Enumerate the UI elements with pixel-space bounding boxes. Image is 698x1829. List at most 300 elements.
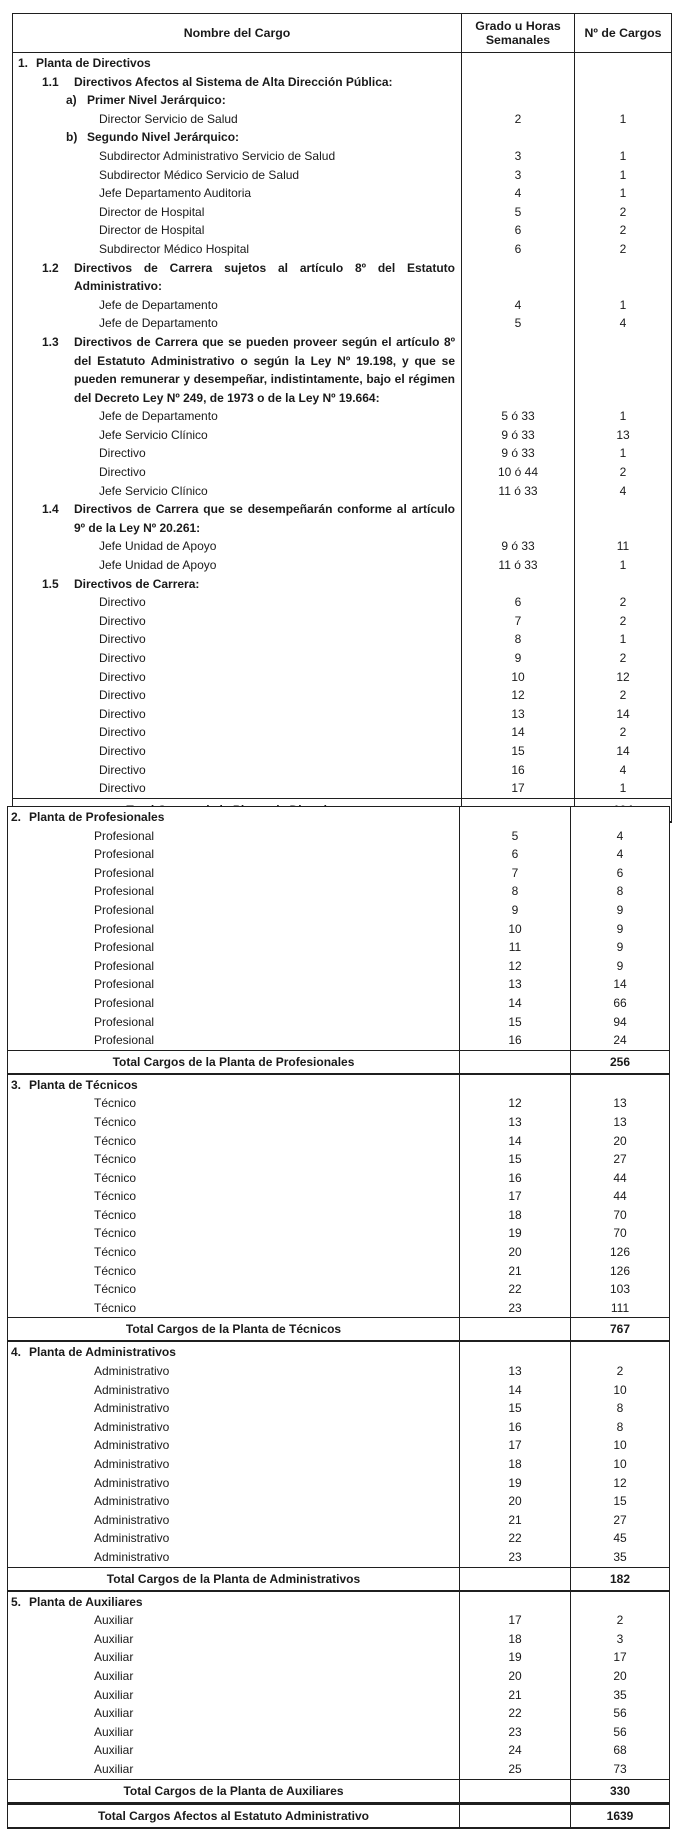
cantidad-cell: 66 [570,994,669,1013]
table-row [13,240,671,259]
cargo-cell: Jefe Departamento Auditoria [99,186,252,201]
table-row [8,1150,669,1169]
cargo-cell [13,333,461,407]
cargo-cell: Directivo [99,743,146,758]
table-row [13,184,671,203]
table-header-row [13,14,671,53]
table-row [13,705,671,724]
cantidad-cell: 1 [574,444,671,463]
table-row [8,1299,669,1318]
section-header-row [8,1075,669,1095]
cargo-cell: Auxiliar [94,1724,134,1739]
table-row [13,296,671,315]
cargo-cell [13,91,461,110]
subsection-title: Directivos de Carrera que se desempeñarán conforme al artículo 9º de la Ley Nº 20.261: [74,502,455,535]
grado-cell: 3 [461,147,574,166]
grado-cell: 14 [461,723,574,742]
subsection-number: 1.4 [42,502,59,517]
subsection-title: Segundo Nivel Jerárquico: [87,130,240,145]
table-row [13,612,671,631]
column-header-grado: Grado u Horas Semanales [461,14,574,52]
grado-cell: 16 [459,1031,570,1050]
cargo-cell: Técnico [94,1207,137,1222]
cantidad-cell [574,128,671,147]
table-row [8,1548,669,1567]
cantidad-cell: 27 [570,1511,669,1530]
cargo-cell: Profesional [94,828,155,843]
cantidad-cell: 45 [570,1529,669,1548]
cargo-cell: Directivo [99,613,146,628]
section-header-row [8,807,669,827]
table-row [8,1169,669,1188]
table-row [8,1455,669,1474]
grado-cell: 13 [461,705,574,724]
grado-cell: 22 [459,1529,570,1548]
cargo-cell: Administrativo [94,1494,170,1509]
cantidad-cell: 15 [570,1492,669,1511]
cantidad-cell: 20 [570,1667,669,1686]
cantidad-cell: 2 [574,723,671,742]
cargo-cell: Profesional [94,1014,155,1029]
grado-cell: 9 ó 33 [461,537,574,556]
grado-cell: 2 [461,110,574,129]
grado-cell: 9 ó 33 [461,426,574,445]
cantidad-cell: 73 [570,1760,669,1779]
subsection-title: Directivos Afectos al Sistema de Alta Dirección Pública: [74,74,393,89]
grado-cell: 13 [459,1362,570,1381]
grado-cell: 20 [459,1243,570,1262]
grado-cell [461,259,574,296]
grado-cell: 9 [459,901,570,920]
cantidad-cell: 12 [570,1474,669,1493]
cargo-cell: Total Cargos de la Planta de Técnicos [125,1322,342,1337]
table-row [8,1132,669,1151]
cantidad-cell: 10 [570,1436,669,1455]
cargo-cell: Técnico [94,1114,137,1129]
cantidad-cell: 70 [570,1206,669,1225]
table-row [8,901,669,920]
table-row [8,1686,669,1705]
cantidad-cell: 2 [574,686,671,705]
subsection-header-row [13,575,671,594]
cantidad-cell [574,575,671,594]
subsection-number: 1.2 [42,260,59,275]
cantidad-cell: 330 [570,1780,669,1802]
cantidad-cell: 56 [570,1704,669,1723]
grado-cell: 6 [461,221,574,240]
grado-cell: 6 [459,845,570,864]
grado-cell: 19 [459,1648,570,1667]
cantidad-cell: 8 [570,1399,669,1418]
grado-cell: 13 [459,975,570,994]
grado-cell [461,73,574,92]
grado-cell [459,1780,570,1802]
cargo-cell: Director Servicio de Salud [99,111,238,126]
cargo-cell: Administrativo [94,1438,170,1453]
table-row [8,1280,669,1299]
section-header-row [8,1342,669,1362]
grado-cell [459,1805,570,1827]
table-row [8,1094,669,1113]
grado-cell: 11 ó 33 [461,482,574,501]
cantidad-cell: 70 [570,1224,669,1243]
cantidad-cell [574,73,671,92]
cargo-cell: Total Cargos de la Planta de Profesionales [112,1054,355,1069]
grado-cell: 12 [461,686,574,705]
cargo-cell: Auxiliar [94,1613,134,1628]
table-row [13,147,671,166]
cantidad-cell: 56 [570,1723,669,1742]
cargo-cell: Profesional [94,884,155,899]
grado-cell: 9 ó 33 [461,444,574,463]
cantidad-cell: 103 [570,1280,669,1299]
cantidad-cell: 4 [574,482,671,501]
table-row [8,1187,669,1206]
cantidad-cell: 14 [574,705,671,724]
cargo-cell [8,807,459,827]
cantidad-cell: 182 [570,1568,669,1590]
cantidad-cell: 3 [570,1630,669,1649]
grado-cell: 11 ó 33 [461,556,574,575]
table-row [8,1013,669,1032]
cantidad-cell [574,259,671,296]
table-row [13,723,671,742]
cantidad-cell: 8 [570,1418,669,1437]
table-row [13,203,671,222]
grado-cell: 15 [461,742,574,761]
cargo-cell: Técnico [94,1300,137,1315]
cantidad-cell: 1 [574,779,671,798]
grado-cell: 4 [461,184,574,203]
cargo-cell: Directivo [99,706,146,721]
cantidad-cell: 1 [574,630,671,649]
table-row [8,827,669,846]
table-row [13,407,671,426]
cantidad-cell: 13 [570,1094,669,1113]
table-row [8,1362,669,1381]
table-row [8,1474,669,1493]
table-row [8,1511,669,1530]
cantidad-cell: 68 [570,1741,669,1760]
cantidad-cell: 4 [574,314,671,333]
cantidad-cell: 44 [570,1187,669,1206]
cargo-cell: Profesional [94,977,155,992]
grand-total-row [8,1804,669,1827]
table-row [8,1723,669,1742]
grado-cell: 20 [459,1667,570,1686]
grado-cell: 7 [461,612,574,631]
table-row [13,166,671,185]
table-row [13,556,671,575]
grado-cell: 10 ó 44 [461,463,574,482]
cantidad-cell: 1639 [570,1805,669,1827]
grado-cell [461,333,574,407]
cargo-cell: Técnico [94,1226,137,1241]
subsection-header-row [13,259,671,296]
grado-cell [459,1318,570,1340]
grado-cell: 18 [459,1630,570,1649]
subsection-header-row [13,500,671,537]
grado-cell [461,500,574,537]
table-row [8,1704,669,1723]
grado-cell: 8 [461,630,574,649]
cargo-cell: Directivo [99,651,146,665]
grado-cell: 25 [459,1760,570,1779]
grado-cell [459,1568,570,1590]
cantidad-cell [574,500,671,537]
grado-cell: 21 [459,1686,570,1705]
grado-cell: 17 [459,1436,570,1455]
subsection-number: a) [66,93,77,108]
cantidad-cell: 14 [570,975,669,994]
subsection-number: 1.5 [42,576,59,591]
grado-cell: 14 [459,1381,570,1400]
cargo-cell: Total Cargos de la Planta de Auxiliares [123,1783,344,1798]
cargo-cell: Auxiliar [94,1631,134,1646]
grado-cell: 10 [459,920,570,939]
cargo-cell: Profesional [94,940,155,955]
table-row [8,920,669,939]
cantidad-cell: 1 [574,166,671,185]
subsection-header-row [13,333,671,407]
section-title: Planta de Directivos [36,56,151,70]
cargo-cell: Director de Hospital [99,204,205,219]
table-row [13,463,671,482]
section-header-row [13,53,671,73]
cantidad-cell: 2 [574,593,671,612]
grado-cell: 19 [459,1474,570,1493]
table-row [8,1760,669,1779]
cargo-cell [8,1592,459,1612]
grado-cell [459,1342,570,1362]
cantidad-cell: 14 [574,742,671,761]
cargo-cell: Jefe Servicio Clínico [99,483,208,498]
grado-cell: 16 [461,761,574,780]
cantidad-cell: 9 [570,938,669,957]
column-header-cargos: Nº de Cargos [574,14,671,52]
cantidad-cell: 1 [574,147,671,166]
table-row [8,1611,669,1630]
cantidad-cell: 35 [570,1548,669,1567]
cargo-cell [13,73,461,92]
cargo-cell: Técnico [94,1152,137,1167]
grado-cell: 12 [459,1094,570,1113]
grado-cell: 16 [459,1169,570,1188]
grado-cell: 21 [459,1511,570,1530]
cantidad-cell: 1 [574,184,671,203]
cantidad-cell: 126 [570,1243,669,1262]
cargo-cell: Jefe de Departamento [99,409,218,424]
cargo-cell: Técnico [94,1096,137,1111]
section-number: 5. [11,1594,22,1609]
total-row [8,1317,669,1342]
cantidad-cell: 8 [570,882,669,901]
cantidad-cell: 13 [574,426,671,445]
grado-cell: 24 [459,1741,570,1760]
cantidad-cell [570,1075,669,1095]
grado-cell: 8 [459,882,570,901]
cargo-cell: Jefe Servicio Clínico [99,427,208,442]
subsection-title: Directivos de Carrera que se pueden proveer según el artículo 8º del Estatuto Administrativo o según la Ley Nº 19.198, y que se pueden remunerar y desempeñar, indistintamente, bajo el régimen del Decreto Ley Nº 249, de 1973 o de la Ley Nº 19.664: [74,334,455,405]
grado-cell: 5 [461,203,574,222]
section-number: 2. [11,810,22,824]
table-row [8,1381,669,1400]
grado-cell: 10 [461,668,574,687]
cantidad-cell: 1 [574,556,671,575]
table-row [8,1648,669,1667]
grado-cell [459,1051,570,1073]
grado-cell: 14 [459,1132,570,1151]
grado-cell: 12 [459,957,570,976]
cargo-cell [13,259,461,296]
cantidad-cell: 44 [570,1169,669,1188]
grado-cell: 20 [459,1492,570,1511]
table-row [8,957,669,976]
table-row [8,1031,669,1050]
cantidad-cell: 1 [574,407,671,426]
grado-cell [461,91,574,110]
grado-cell: 18 [459,1206,570,1225]
cargo-cell: Profesional [94,1033,155,1048]
table-row [8,1418,669,1437]
cantidad-cell: 111 [570,1299,669,1318]
cargo-cell: Auxiliar [94,1687,134,1702]
grado-cell: 5 ó 33 [461,407,574,426]
cargo-cell: Directivo [99,762,146,777]
table-row [8,975,669,994]
table-row [8,1630,669,1649]
cargo-cell: Subdirector Médico Servicio de Salud [99,167,300,182]
cantidad-cell: 20 [570,1132,669,1151]
table-row [13,630,671,649]
cargo-cell: Auxiliar [94,1650,134,1665]
cantidad-cell: 4 [574,761,671,780]
cargo-cell: Subdirector Administrativo Servicio de Salud [99,148,336,163]
grado-cell: 22 [459,1280,570,1299]
cargo-cell: Administrativo [94,1475,170,1490]
cantidad-cell [574,53,671,73]
table-row [8,938,669,957]
grado-cell: 14 [459,994,570,1013]
grado-cell [461,575,574,594]
grado-cell: 23 [459,1548,570,1567]
cantidad-cell: 9 [570,920,669,939]
grado-cell: 13 [459,1113,570,1132]
grado-cell: 22 [459,1704,570,1723]
grado-cell [461,128,574,147]
grado-cell: 6 [461,593,574,612]
section-header-row [8,1592,669,1612]
table-row [13,649,671,668]
subsection-number: b) [66,130,78,145]
table-row [13,593,671,612]
grado-cell: 11 [459,938,570,957]
cargo-cell: Jefe de Departamento [99,316,218,331]
grado-cell: 23 [459,1299,570,1318]
cantidad-cell: 2 [574,649,671,668]
grado-cell [459,1592,570,1612]
cantidad-cell: 13 [570,1113,669,1132]
cargo-cell: Técnico [94,1133,137,1148]
cargo-cell: Total Cargos de la Planta de Administrativos [106,1571,361,1586]
table-row [8,1206,669,1225]
table-row [13,761,671,780]
cantidad-cell [570,807,669,827]
grado-cell: 15 [459,1399,570,1418]
grado-cell: 15 [459,1013,570,1032]
table-row [8,1667,669,1686]
table-row [13,314,671,333]
cargo-cell: Jefe Unidad de Apoyo [99,558,217,573]
cantidad-cell: 2 [574,203,671,222]
cargo-cell: Auxiliar [94,1761,134,1776]
cargo-cell [8,1342,459,1362]
cantidad-cell: 24 [570,1031,669,1050]
table-row [13,537,671,556]
subsection-title: Directivos de Carrera: [74,576,200,591]
grado-cell: 6 [461,240,574,259]
subsection-title: Directivos de Carrera sujetos al artículo 8º del Estatuto Administrativo: [74,260,455,294]
cargo-cell: Profesional [94,902,155,917]
subsection-number: 1.1 [42,74,59,89]
section-number: 1. [18,56,29,70]
cantidad-cell: 10 [570,1455,669,1474]
grado-cell: 9 [461,649,574,668]
cantidad-cell: 2 [570,1611,669,1630]
table-row [8,1399,669,1418]
cargo-cell: Técnico [94,1282,137,1297]
cargo-cell: Directivo [99,595,146,610]
table-row [13,668,671,687]
cantidad-cell [570,1592,669,1612]
cargo-cell: Profesional [94,865,155,880]
section-number: 4. [11,1345,22,1360]
cargo-cell: Administrativo [94,1364,170,1379]
table-row [13,426,671,445]
cargo-cell: Auxiliar [94,1706,134,1721]
cantidad-cell: 1 [574,296,671,315]
cantidad-cell: 2 [574,221,671,240]
table-row [8,1243,669,1262]
grado-cell: 17 [459,1611,570,1630]
cantidad-cell: 27 [570,1150,669,1169]
table-row [8,845,669,864]
table-row [8,1436,669,1455]
table-row [8,1113,669,1132]
grado-cell [459,1075,570,1095]
cantidad-cell: 35 [570,1686,669,1705]
cargo-cell: Administrativo [94,1531,170,1546]
cargo-cell: Directivo [99,632,146,647]
cargo-cell [13,53,461,73]
cantidad-cell: 2 [574,463,671,482]
column-header-nombre: Nombre del Cargo [183,25,291,40]
grado-cell: 3 [461,166,574,185]
cargo-cell: Auxiliar [94,1668,134,1683]
cantidad-cell: 2 [570,1362,669,1381]
grado-cell: 19 [459,1224,570,1243]
cargo-cell: Profesional [94,995,155,1010]
cargo-cell: Administrativo [94,1401,170,1416]
cargo-cell: Administrativo [94,1512,170,1527]
cantidad-cell [574,333,671,407]
cargo-cell: Directivo [99,781,146,796]
cargo-cell: Técnico [94,1170,137,1185]
cargo-cell [13,575,461,594]
section-title: Planta de Profesionales [29,810,165,824]
cargo-cell [13,128,461,147]
cargo-cell: Directivo [99,446,146,461]
